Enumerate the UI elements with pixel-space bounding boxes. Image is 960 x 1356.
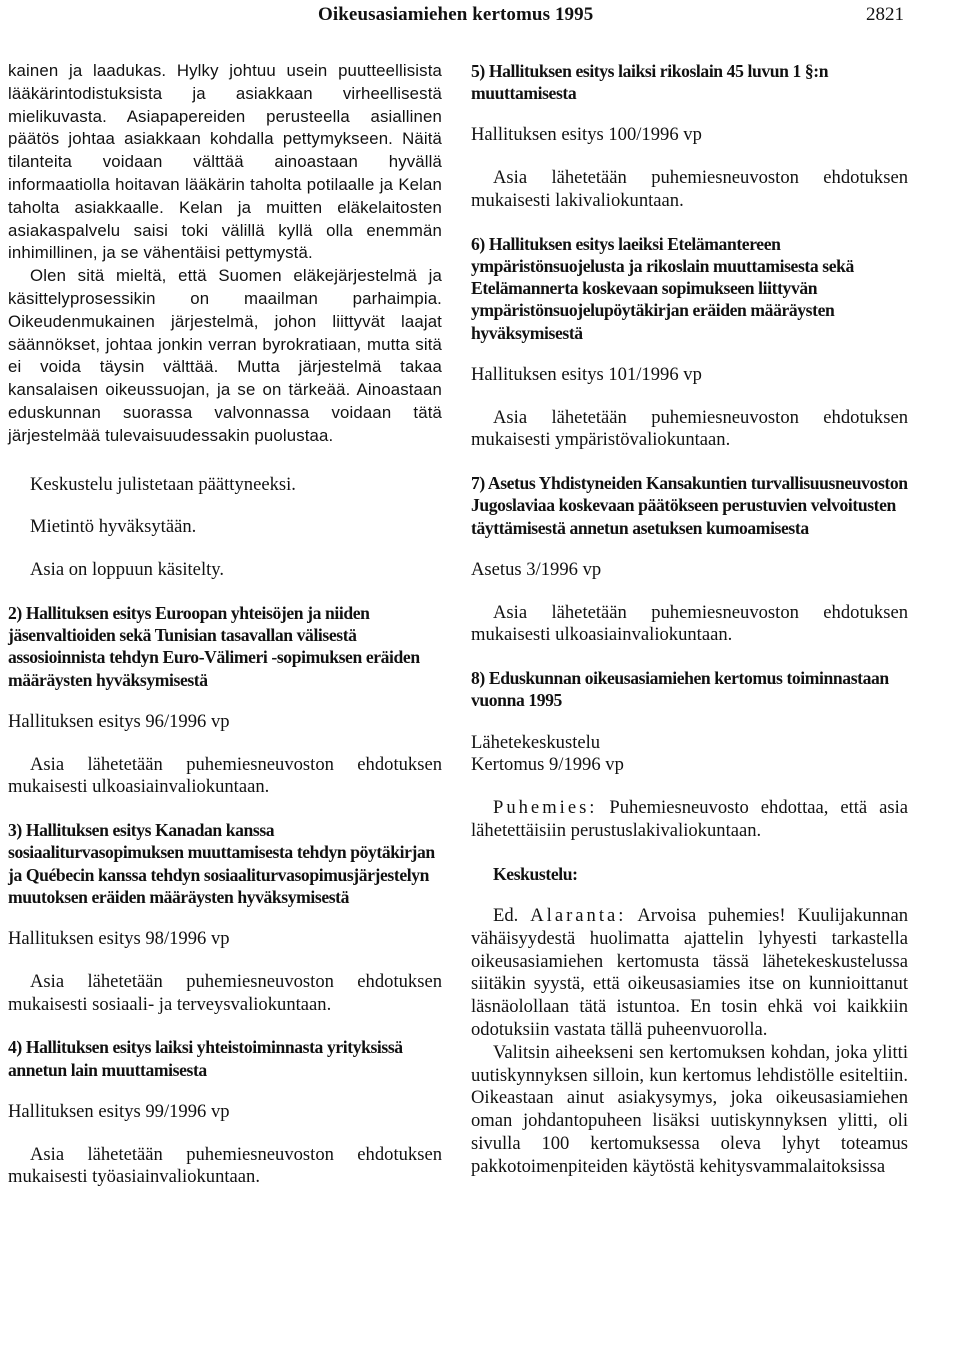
continued-paragraph: kainen ja laadukas. Hylky johtuu usein puutteellisista lääkärintodistuksista ja asiakkaan virheellisestä mielikuvasta. Asiapapereiden perusteella asiallinen päätös johtaa asiakkaan kohdalla pettymykseen. Näitä tilanteita voidaan välttää ainoastaan hyvällä informaatiolla hoitavan lääkärin taholta potilaalle ja Kelan taholta asiakkaalle. Kelan ja muitten eläkelaitosten asiakaspalvelu saisi toki välillä kyllä olla enemmän inhimillinen, ja se vähentäisi pettymystä. [8, 61, 442, 263]
page-header [0, 2, 960, 30]
item-4-reference: Hallituksen esitys 99/1996 vp [8, 1100, 230, 1122]
item-8-heading: 8) Eduskunnan oikeusasiamiehen kertomus toiminnastaan vuonna 1995 [471, 668, 889, 711]
item-5-reference: Hallituksen esitys 100/1996 vp [471, 124, 702, 146]
report-approved-note: Mietintö hyväksytään. [30, 516, 197, 538]
item-3-reference: Hallituksen esitys 98/1996 vp [8, 927, 230, 949]
item-6-referral: Asia lähetetään puhemiesneuvoston ehdotuksen mukaisesti ympäristövaliokuntaan. [471, 406, 908, 451]
item-5-referral: Asia lähetetään puhemiesneuvoston ehdotuksen mukaisesti lakivaliokuntaan. [471, 167, 908, 211]
right-column [471, 60, 908, 1179]
item-8-ref-line-1: Lähetekeskustelu [471, 731, 601, 753]
item-4-heading: 4) Hallituksen esitys laiksi yhteistoiminnasta yrityksissä annetun lain muuttamisesta [8, 1037, 403, 1080]
item-2-referral: Asia lähetetään puhemiesneuvoston ehdotuksen mukaisesti ulkoasiainvaliokuntaan. [8, 753, 442, 798]
opinion-paragraph: Olen sitä mieltä, että Suomen eläkejärjestelmä ja käsittelyprosessikin on maailman parhaimpia. Oikeudenmukainen järjestelmä, johon liittyvät laajat säännökset, johtaa jonkin verran byrokratiaan, mutta sitä ei voida täysin välttää. Mutta järjestelmä takaa kansalaisen oikeussuojan, ja se on tärkeää. Ainoastaan eduskunnan suorassa valvonnassa voidaan tätä järjestelmää tulevaisuudessakin puolustaa. [8, 266, 442, 445]
left-column [8, 60, 442, 1189]
debate-closed-note: Keskustelu julistetaan päättyneeksi. [30, 473, 296, 495]
item-7-reference: Asetus 3/1996 vp [471, 558, 602, 580]
item-6-reference: Hallituksen esitys 101/1996 vp [471, 363, 702, 385]
speaker-text: Puhemiesneuvosto ehdottaa, että asia lähetettäisiin perustuslakivaliokuntaan. [471, 797, 908, 841]
speaker-statement [471, 797, 908, 843]
discussion-label: Keskustelu: [493, 863, 578, 884]
speech-text-1: Arvoisa puhemies! Kuulijakunnan vähäisyydestä huolimatta ajattelin lyhyesti tarkastella oikeusasiamiehen kertomusta tässä lähetekeskustelussa siitäkin syystä, että oikeusasiamies itse on kunnioittanut läsnäolollaan tätä istuntoa. En tosin ehkä voi kaikkiin odotuksiin vastata tällä puheenvuorolla. [471, 905, 908, 1040]
item-2-heading: 2) Hallituksen esitys Euroopan yhteisöjen ja niiden jäsenvaltioiden sekä Tunisian tasavallan välisestä assosioinnista tehdyn Euro-Välimeri -sopimuksen eräiden määräysten hyväksymisestä [8, 602, 420, 690]
item-2-reference: Hallituksen esitys 96/1996 vp [8, 710, 230, 732]
member-name: Alaranta: [530, 905, 627, 926]
item-8-ref-line-2: Kertomus 9/1996 vp [471, 754, 624, 776]
item-3-referral: Asia lähetetään puhemiesneuvoston ehdotuksen mukaisesti sosiaali- ja terveysvaliokuntaan. [8, 970, 442, 1015]
item-3-heading: 3) Hallituksen esitys Kanadan kanssa sosiaaliturvasopimuksen muuttamisesta tehdyn pöytäkirjan ja Québecin kanssa tehdyn sosiaaliturvasopimusjärjestelyn muutoksen eräiden määräysten hyväksymisestä [8, 820, 435, 907]
matter-done-note: Asia on loppuun käsitelty. [30, 559, 225, 581]
item-6-heading: 6) Hallituksen esitys laeiksi Etelämantereen ympäristönsuojelusta ja rikoslain muuttamisesta sekä Etelämannerta koskevaan sopimukseen liittyvän ympäristönsuojelupöytäkirjan eräiden määräysten hyväksymisestä [471, 233, 854, 343]
item-7-heading: 7) Asetus Yhdistyneiden Kansakuntien turvallisuusneuvoston Jugoslaviaa koskevaan päätökseen perustuvien velvoitusten täyttämisestä annetun asetuksen kumoamisesta [471, 473, 908, 538]
running-title: Oikeusasiamiehen kertomus 1995 [318, 4, 594, 25]
item-4-referral: Asia lähetetään puhemiesneuvoston ehdotuksen mukaisesti työasiainvaliokuntaan. [8, 1143, 442, 1188]
page-number: 2821 [866, 4, 904, 25]
speaker-role: Puhemies: [493, 797, 598, 819]
member-speech-paragraph-2: Valitsin aiheekseni sen kertomuksen kohdan, joka ylitti uutiskynnyksen silloin, kun kertomus lehdistölle esiteltiin. Oikeastaan ainut asiakysymys, joka oikeusasiamiehen oman johdantopuheen lisäksi uutiskynnyksen ylitti, oli sivulla 100 kertomuksessa oleva lyhyt toteamus pakkotoimenpiteiden käytöstä kehitysvammalaitoksissa [471, 1041, 908, 1177]
member-prefix: Ed. [493, 905, 519, 926]
item-5-heading: 5) Hallituksen esitys laiksi rikoslain 45 luvun 1 §:n muuttamisesta [471, 61, 829, 104]
item-7-referral: Asia lähetetään puhemiesneuvoston ehdotuksen mukaisesti ulkoasiainvaliokuntaan. [471, 601, 908, 646]
member-speech-paragraph-1 [471, 905, 908, 1042]
